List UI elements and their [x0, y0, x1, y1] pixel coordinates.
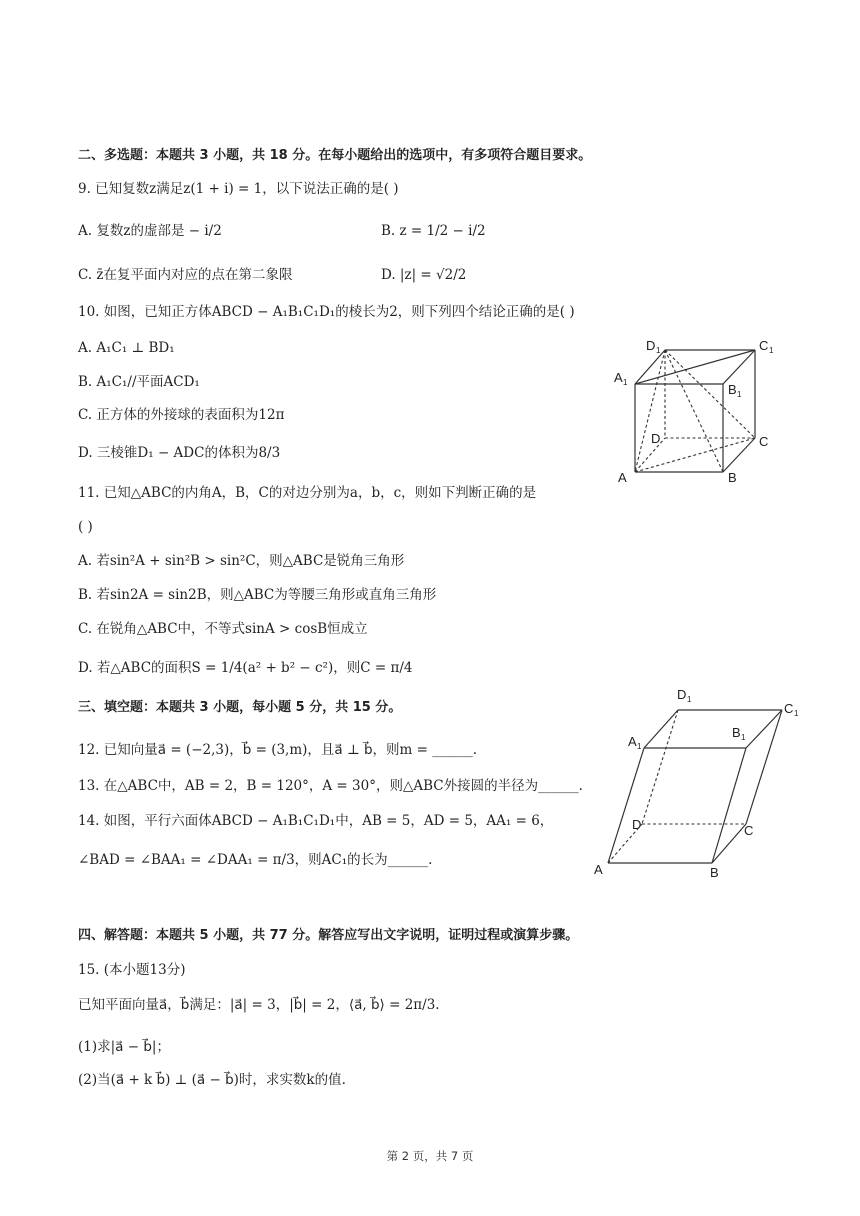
cube-label-b: B [728, 470, 737, 485]
parallelepiped-figure [588, 684, 808, 880]
prism-label-c1: C [784, 701, 794, 716]
q12-text: 12. 已知向量a⃗ = (−2,3)，b⃗ = (3,m)，且a⃗ ⊥ b⃗，则m = ______. [78, 742, 478, 758]
q13-text: 13. 在△ABC中，AB = 2，B = 120°，A = 30°，则△ABC外接圆的半径为______. [78, 778, 583, 794]
prism-label-d1-sub: 1 [687, 695, 692, 704]
q15-part2: (2)当(a⃗ + k b⃗) ⊥ (a⃗ − b⃗)时，求实数k的值. [78, 1072, 346, 1088]
q10-stem: 10. 如图，已知正方体ABCD − A₁B₁C₁D₁的棱长为2，则下列四个结论正确的是( ) [78, 304, 575, 320]
cube-label-a1: A [614, 370, 623, 385]
q9-option-a: A. 复数z的虚部是 − i/2 [78, 223, 222, 239]
cube-label-b1: B [728, 382, 737, 397]
prism-label-b1-sub: 1 [741, 733, 746, 742]
q10-option-a: A. A₁C₁ ⊥ BD₁ [78, 340, 175, 356]
section3-heading: 三、填空题：本题共 3 小题，每小题 5 分，共 15 分。 [78, 700, 402, 715]
q15-part1: (1)求|a⃗ − b⃗|； [78, 1039, 170, 1055]
q10-option-c: C. 正方体的外接球的表面积为12π [78, 407, 285, 423]
prism-label-a1: A [628, 734, 637, 749]
prism-label-a: A [594, 862, 603, 877]
q11-option-c: C. 在锐角△ABC中，不等式sinA > cosB恒成立 [78, 621, 368, 637]
cube-figure [608, 334, 783, 486]
prism-label-d1: D [677, 687, 687, 702]
cube-label-c1: C [759, 338, 769, 353]
q14-text-line2: ∠BAD = ∠BAA₁ = ∠DAA₁ = π/3，则AC₁的长为______. [78, 852, 433, 868]
cube-label-c: C [759, 434, 769, 449]
cube-label-b1-sub: 1 [737, 390, 742, 399]
cube-label-a1-sub: 1 [623, 378, 628, 387]
q14-text-line1: 14. 如图，平行六面体ABCD − A₁B₁C₁D₁中，AB = 5，AD = 5，AA₁ = 6， [78, 813, 554, 829]
cube-label-d1-sub: 1 [656, 346, 661, 355]
prism-label-d: D [632, 817, 642, 832]
q15-stem: 已知平面向量a⃗，b⃗满足：|a⃗| = 3，|b⃗| = 2，⟨a⃗, b⃗⟩ = 2π/3. [78, 997, 440, 1013]
section2-heading: 二、多选题：本题共 3 小题，共 18 分。在每小题给出的选项中，有多项符合题目要求。 [78, 148, 592, 163]
page-footer: 第 2 页，共 7 页 [386, 1149, 474, 1163]
cube-label-d: D [651, 431, 661, 446]
prism-label-c1-sub: 1 [794, 709, 799, 718]
cube-label-a: A [618, 470, 627, 485]
q11-stem: 11. 已知△ABC的内角A，B，C的对边分别为a，b，c，则如下判断正确的是 [78, 485, 537, 501]
prism-label-b: B [710, 865, 719, 880]
prism-label-b1: B [732, 725, 741, 740]
q9-option-d: D. |z| = √2/2 [381, 267, 467, 283]
section4-heading: 四、解答题：本题共 5 小题，共 77 分。解答应写出文字说明，证明过程或演算步骤。 [78, 928, 579, 943]
q9-option-c: C. z̄在复平面内对应的点在第二象限 [78, 267, 293, 283]
q9-option-b: B. z = 1/2 − i/2 [381, 223, 486, 239]
cube-label-d1: D [646, 338, 656, 353]
q15-title: 15. (本小题13分) [78, 962, 186, 978]
q11-paren: ( ) [78, 519, 93, 535]
q11-option-d: D. 若△ABC的面积S = 1/4(a² + b² − c²)，则C = π/4 [78, 660, 413, 676]
prism-label-a1-sub: 1 [637, 742, 642, 751]
q10-option-d: D. 三棱锥D₁ − ADC的体积为8/3 [78, 445, 281, 461]
q9-stem: 9. 已知复数z满足z(1 + i) = 1，以下说法正确的是( ) [78, 181, 399, 197]
q11-option-a: A. 若sin²A + sin²B > sin²C，则△ABC是锐角三角形 [78, 553, 405, 569]
q10-option-b: B. A₁C₁//平面ACD₁ [78, 374, 200, 390]
cube-label-c1-sub: 1 [769, 346, 774, 355]
q11-option-b: B. 若sin2A = sin2B，则△ABC为等腰三角形或直角三角形 [78, 587, 437, 603]
prism-label-c: C [744, 823, 754, 838]
